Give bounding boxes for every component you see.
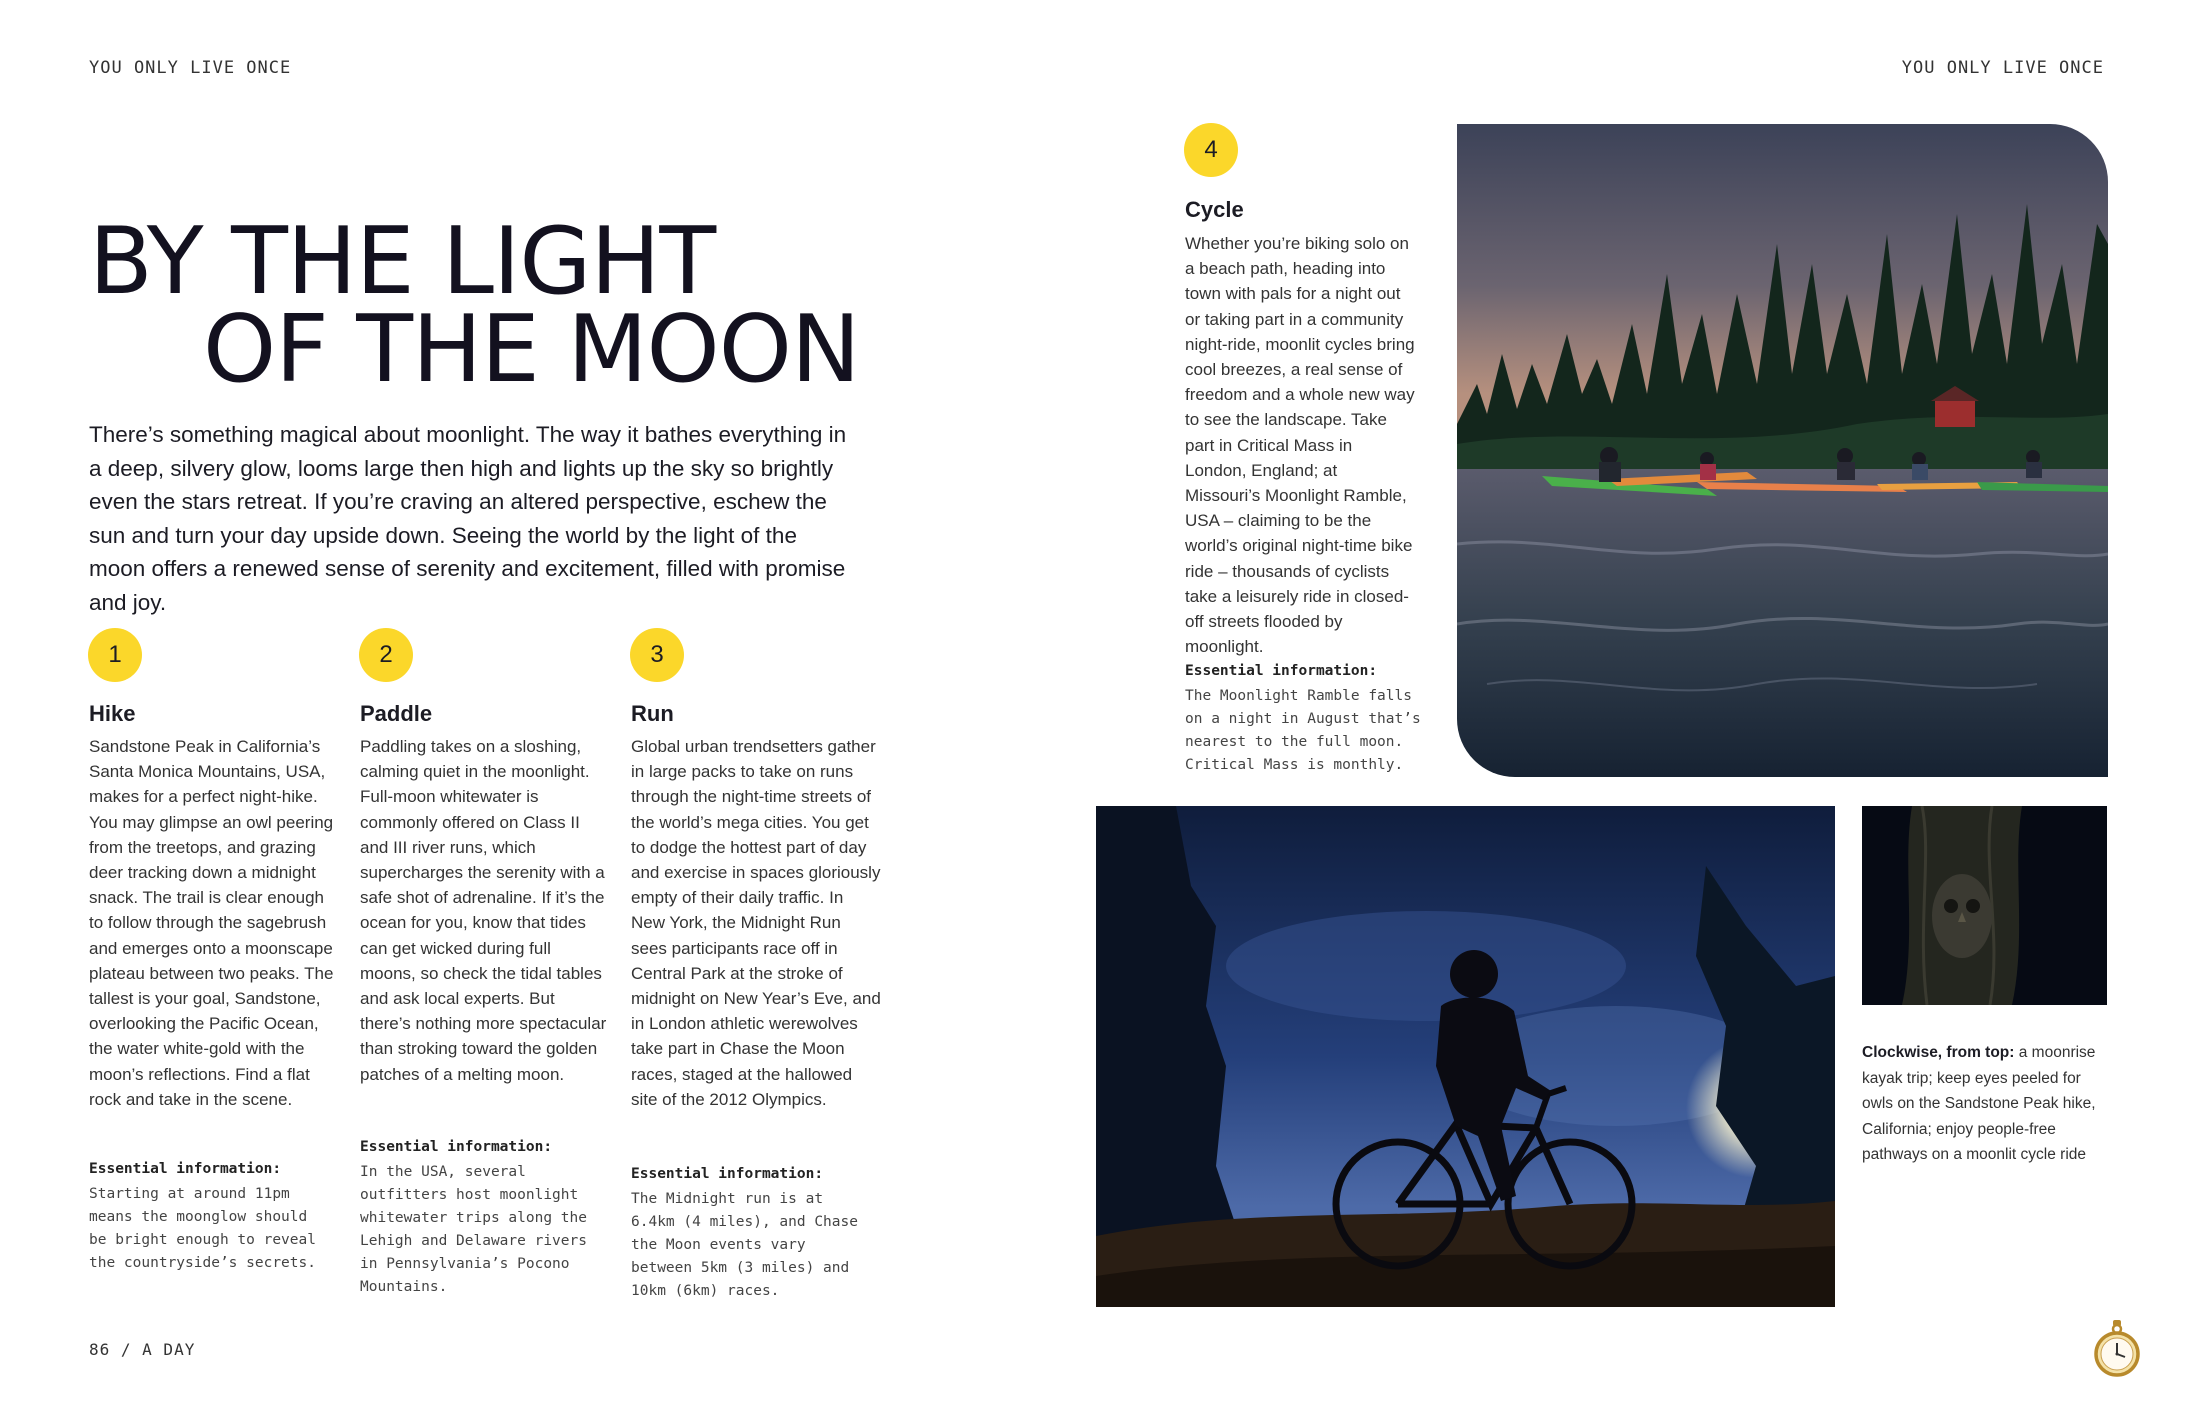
kayak-photo <box>1457 124 2108 777</box>
activity-title-paddle: Paddle <box>360 701 433 726</box>
essential-text-run: The Midnight run is at 6.4km (4 miles), and Chase the Moon events vary between 5km (3 miles) and 10km (6km) races. <box>631 1191 858 1299</box>
cyclist-photo <box>1096 806 1835 1307</box>
caption-lead: Clockwise, from top: <box>1862 1044 2015 1061</box>
activity-title-hike: Hike <box>89 701 136 726</box>
pocket-watch-icon <box>2092 1318 2142 1378</box>
essential-text-cycle: The Moonlight Ramble falls on a night in August that’s nearest to the full moon. Critical Mass is monthly. <box>1185 688 1421 773</box>
activity-title-cycle: Cycle <box>1185 197 1244 222</box>
essential-text-paddle: In the USA, several outfitters host moonlight whitewater trips along the Lehigh and Delaware rivers in Pennsylvania’s Pocono Mountains. <box>360 1164 587 1295</box>
activity-body-run: Global urban trendsetters gather in large packs to take on runs through the night-time streets of the world’s mega cities. You get to dodge the hottest part of day and exercise in spaces gloriously empty of their daily traffic. In New York, the Midnight Run sees participants race off in Central Park at the stroke of midnight on New Year’s Eve, and in London athletic werewolves take part in Chase the Moon races, staged at the hallowed site of the 2012 Olympics. <box>631 737 881 1109</box>
essential-label-cycle: Essential information: <box>1185 663 1378 679</box>
photo-caption <box>1862 1040 2107 1168</box>
running-head-right: YOU ONLY LIVE ONCE <box>1901 58 2104 78</box>
page-number-footer: 86 / A DAY <box>89 1340 196 1359</box>
caption-text: a moonrise kayak trip; keep eyes peeled for owls on the Sandstone Peak hike, California; enjoy people-free pathways on a moonlit cycle ride <box>1862 1044 2096 1163</box>
page-title-line-2: OF THE MOON <box>203 295 860 403</box>
number-badge-4: 4 <box>1184 123 1238 177</box>
owl-photo <box>1862 806 2107 1005</box>
activity-title-run: Run <box>631 701 674 726</box>
running-head-left: YOU ONLY LIVE ONCE <box>89 58 292 78</box>
intro-paragraph: There’s something magical about moonlight. The way it bathes everything in a deep, silvery glow, looms large then high and lights up the sky so brightly even the stars retreat. If you’re craving an altered perspective, eschew the sun and turn your day upside down. Seeing the world by the light of the moon offers a renewed sense of serenity and excitement, filled with promise and joy. <box>89 422 847 615</box>
activity-body-cycle: Whether you’re biking solo on a beach path, heading into town with pals for a night out or taking part in a community night-ride, moonlit cycles bring cool breezes, a real sense of freedom and a whole new way to see the landscape. Take part in Critical Mass in London, England; at Missouri’s Moonlight Ramble, USA – claiming to be the world’s original night-time bike ride – thousands of cyclists take a leisurely ride in closed-off streets flooded by moonlight. <box>1185 234 1415 657</box>
essential-label-hike: Essential information: <box>89 1161 282 1177</box>
activity-body-hike: Sandstone Peak in California’s Santa Monica Mountains, USA, makes for a perfect night-hike. You may glimpse an owl peering from the treetops, and grazing deer tracking down a midnight snack. The trail is clear enough to follow through the sagebrush and emerges onto a moonscape plateau between two peaks. The tallest is your goal, Sandstone, overlooking the Pacific Ocean, the water white-gold with the moon’s reflections. Find a flat rock and take in the scene. <box>89 737 334 1109</box>
number-badge-2: 2 <box>359 628 413 682</box>
essential-label-run: Essential information: <box>631 1166 824 1182</box>
essential-text-hike: Starting at around 11pm means the moonglow should be bright enough to reveal the countryside’s secrets. <box>89 1186 316 1271</box>
activity-body-paddle: Paddling takes on a sloshing, calming quiet in the moonlight. Full-moon whitewater is commonly offered on Class II and III river runs, which supercharges the serenity with a safe shot of adrenaline. If it’s the ocean for you, know that tides can get wicked during full moons, so check the tidal tables and ask local experts. But there’s nothing more spectacular than stroking toward the golden patches of a melting moon. <box>360 737 607 1084</box>
number-badge-3: 3 <box>630 628 684 682</box>
number-badge-1: 1 <box>88 628 142 682</box>
page-title-line-1: BY THE LIGHT <box>89 207 716 315</box>
essential-label-paddle: Essential information: <box>360 1139 553 1155</box>
